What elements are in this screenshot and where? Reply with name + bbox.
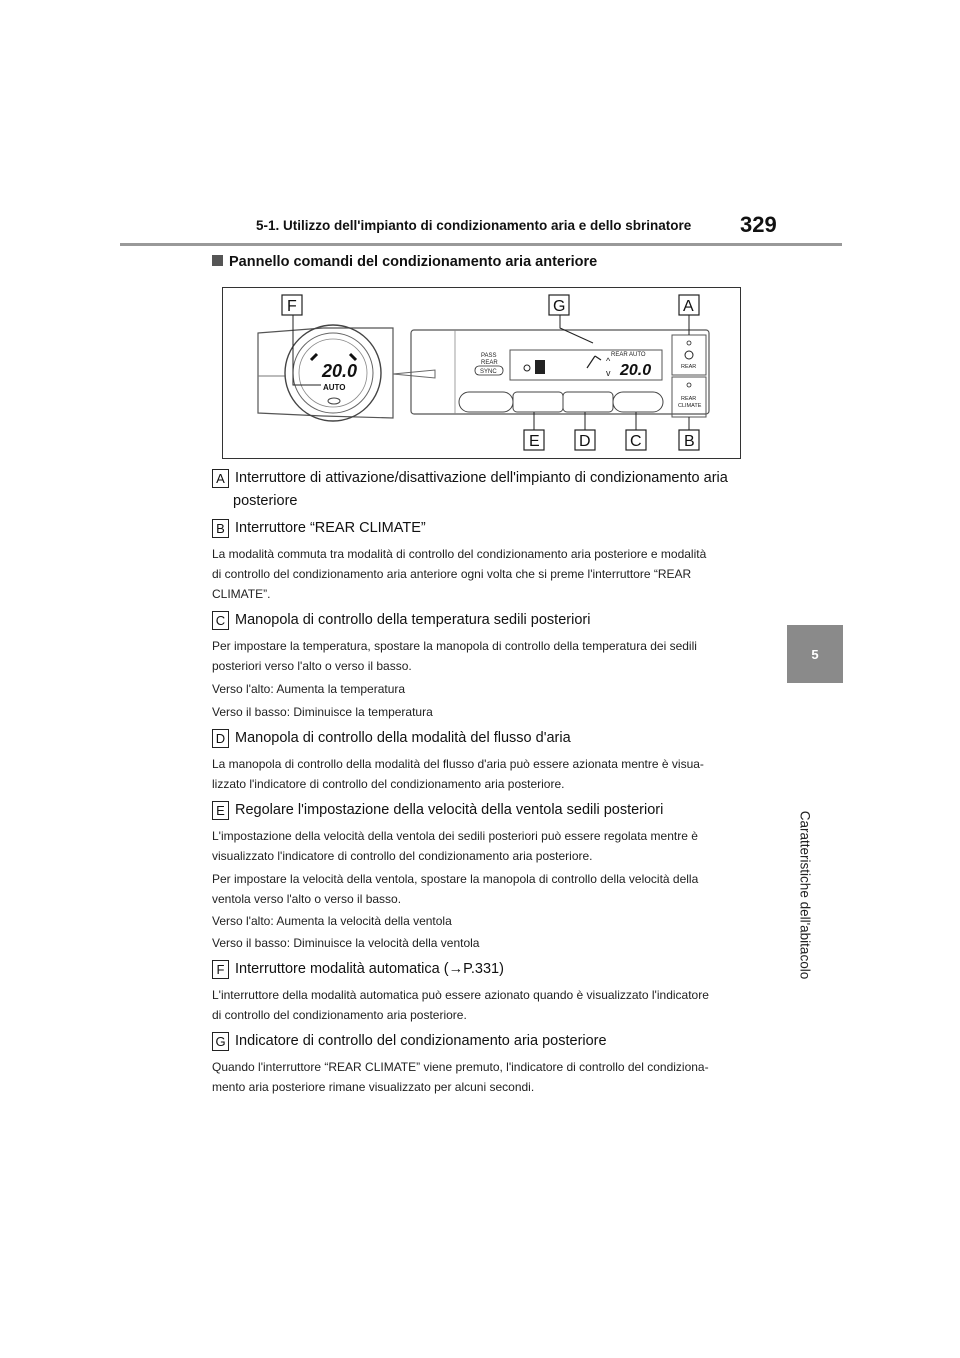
item-g-para1: Quando l'interruttore “REAR CLIMATE” viene premuto, l'indicatore di controllo del condiziona- xyxy=(212,1060,709,1074)
display-rear: REAR xyxy=(481,360,498,366)
callout-a: A xyxy=(683,298,694,315)
item-g-para2: mento aria posteriore rimane visualizzato per alcuni secondi. xyxy=(212,1080,535,1094)
section-heading xyxy=(212,254,597,270)
label-e: E xyxy=(212,801,229,820)
right-knob[interactable] xyxy=(613,392,663,412)
running-header: 5-1. Utilizzo dell'impianto di condizionamento aria e dello sbrinatore xyxy=(256,218,692,233)
label-b: B xyxy=(212,519,229,538)
fan-level-icon xyxy=(535,360,545,374)
leader-g xyxy=(560,315,593,343)
callout-g: G xyxy=(553,298,566,315)
header-rule xyxy=(120,243,842,246)
item-a-cont: posteriore xyxy=(233,493,298,509)
control-panel-figure xyxy=(222,287,741,459)
temp-up-icon: ^ xyxy=(606,356,611,366)
dial-mark-left xyxy=(311,354,317,360)
display-sync: SYNC xyxy=(480,369,497,375)
item-e-para6: Verso il basso: Diminuisce la velocità della ventola xyxy=(212,936,480,950)
item-f-title xyxy=(212,959,504,980)
btn-rear-climate-1: REAR xyxy=(681,396,697,402)
item-e-para1: L'impostazione della velocità della ventola dei sedili posteriori può essere regolata mentre è xyxy=(212,829,698,843)
item-e-title xyxy=(212,800,663,821)
label-d: D xyxy=(212,729,229,748)
item-e-para4: ventola verso l'alto o verso il basso. xyxy=(212,892,402,906)
item-b-para2: di controllo del condizionamento aria anteriore ogni volta che si preme l'interruttore “REAR xyxy=(212,567,692,581)
connector xyxy=(393,370,435,378)
display-rear-auto: REAR AUTO xyxy=(611,352,646,358)
item-b-para3: CLIMATE”. xyxy=(212,587,271,601)
dial-light-icon xyxy=(328,398,340,404)
item-f-para2: di controllo del condizionamento aria posteriore. xyxy=(212,1008,467,1022)
item-f-text[interactable]: Interruttore modalità automatica (→P.331) xyxy=(235,961,504,977)
rear-indicator-icon xyxy=(687,341,691,345)
item-d-para1: La manopola di controllo della modalità del flusso d'aria può essere azionata mentre è visua- xyxy=(212,757,704,771)
item-e-text: Regolare l'impostazione della velocità della ventola sedili posteriori xyxy=(235,802,664,818)
callout-e: E xyxy=(529,433,540,450)
item-f-para1: L'interruttore della modalità automatica può essere azionato quando è visualizzato l'indicatore xyxy=(212,988,709,1002)
chapter-title: Caratteristiche dell'abitacolo xyxy=(797,810,813,980)
item-c-title xyxy=(212,610,590,631)
item-e-para3: Per impostare la velocità della ventola, spostare la manopola di controllo della velocità della xyxy=(212,872,699,886)
fan-speed-knob[interactable] xyxy=(459,392,513,412)
item-c-para1: Per impostare la temperatura, spostare la manopola di controllo della temperatura dei sedili xyxy=(212,639,697,653)
power-icon xyxy=(685,351,693,359)
item-d-title xyxy=(212,728,571,749)
item-c-para2: posteriori verso l'alto o verso il basso. xyxy=(212,659,412,673)
leader-f xyxy=(293,315,321,385)
item-e-para2: visualizzato l'indicatore di controllo del condizionamento aria posteriore. xyxy=(212,849,593,863)
dial-temp: 20.0 xyxy=(322,361,358,381)
btn-rear-climate-2: CLIMATE xyxy=(678,403,702,409)
page-number: 329 xyxy=(740,212,777,237)
chapter-number: 5 xyxy=(811,646,819,662)
temp-down-icon: v xyxy=(606,368,611,378)
item-d-para2: lizzato l'indicatore di controllo del condizionamento aria posteriore. xyxy=(212,777,565,791)
temp-knob[interactable] xyxy=(563,392,613,412)
callout-c: C xyxy=(630,433,642,450)
item-c-para4: Verso il basso: Diminuisce la temperatura xyxy=(212,705,433,719)
item-c-para3: Verso l'alto: Aumenta la temperatura xyxy=(212,682,406,696)
item-b-title xyxy=(212,518,426,539)
label-a: A xyxy=(212,469,229,488)
item-a-title xyxy=(212,468,728,489)
label-c: C xyxy=(212,611,229,630)
label-f: F xyxy=(212,960,229,979)
btn-rear-label: REAR xyxy=(681,364,697,370)
display-pass: PASS xyxy=(481,353,497,359)
callout-d: D xyxy=(579,433,591,450)
item-d-text: Manopola di controllo della modalità del flusso d'aria xyxy=(235,730,571,746)
item-b-text: Interruttore “REAR CLIMATE” xyxy=(235,520,426,536)
control-panel-illustration xyxy=(223,288,739,457)
airflow-knob[interactable] xyxy=(513,392,563,412)
section-heading-text: Pannello comandi del condizionamento aria anteriore xyxy=(229,254,598,270)
item-c-text: Manopola di controllo della temperatura sedili posteriori xyxy=(235,612,591,628)
callout-b: B xyxy=(684,433,695,450)
item-g-text: Indicatore di controllo del condizionamento aria posteriore xyxy=(235,1033,607,1049)
rear-climate-indicator-icon xyxy=(687,383,691,387)
dial-auto: AUTO xyxy=(323,383,346,392)
item-e-para5: Verso l'alto: Aumenta la velocità della ventola xyxy=(212,914,452,928)
airflow-icon xyxy=(587,356,601,368)
square-bullet-icon xyxy=(212,255,223,266)
center-panel xyxy=(411,330,709,414)
item-g-title xyxy=(212,1031,607,1052)
callout-f: F xyxy=(287,298,297,315)
chapter-tab[interactable] xyxy=(787,625,843,683)
item-b-para1: La modalità commuta tra modalità di controllo del condizionamento aria posteriore e modalità xyxy=(212,547,707,561)
item-a-text: Interruttore di attivazione/disattivazione dell'impianto di condizionamento aria xyxy=(235,470,728,486)
dial-mark-right xyxy=(350,354,356,360)
display-temp: 20.0 xyxy=(620,362,652,379)
label-g: G xyxy=(212,1032,229,1051)
fan-icon xyxy=(524,365,530,371)
